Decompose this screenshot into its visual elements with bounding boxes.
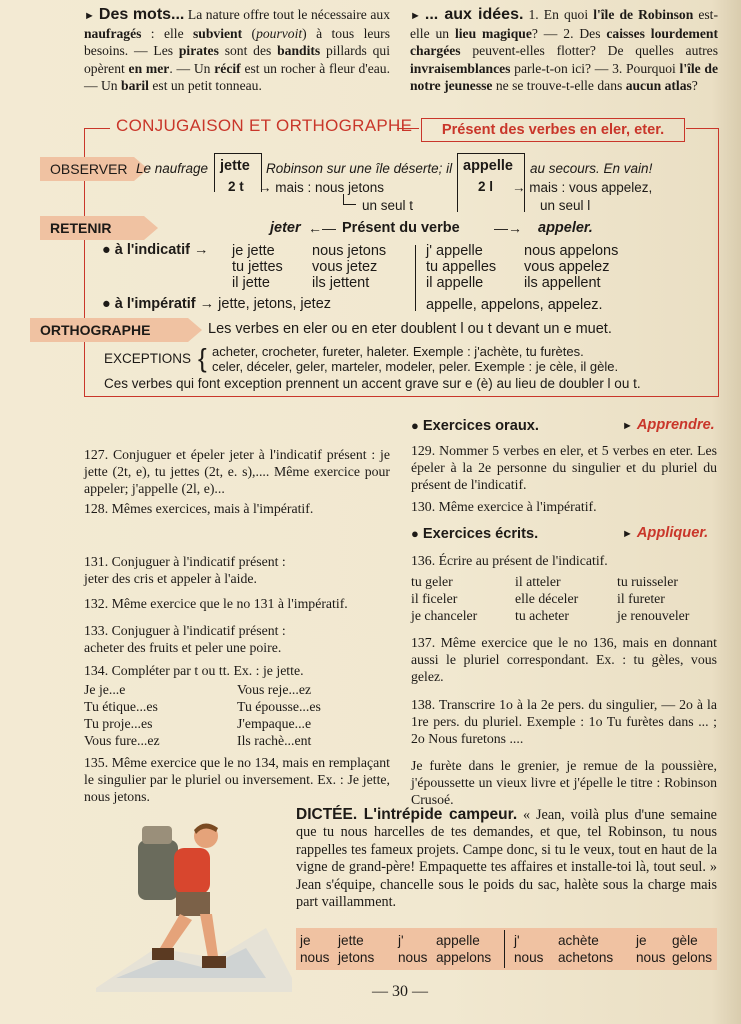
exercise-138-text: Je furète dans le grenier, je remue de la poussière, j'époussette un vieux livre et j'épelle le titre : Robinson Crusoé. — [411, 758, 717, 807]
appeler-row: j' appelle nous appelons — [426, 243, 619, 259]
apprendre-tag: ► Apprendre. — [622, 417, 715, 433]
shorts — [176, 892, 210, 916]
triangle-bullet-icon: ► — [622, 528, 633, 540]
blank-item: Tu proje...es — [84, 716, 153, 731]
retenir-tag: RETENIR — [40, 216, 144, 240]
verb-item: il ficeler — [411, 591, 458, 606]
exercise-135: 135. Même exercice que le no 134, mais en remplaçant le singulier par le pluriel ou inversement. Ex. : Je jette, nous jetons. — [84, 755, 390, 804]
verb-item: elle déceler — [515, 591, 579, 606]
jeter-row: je jette nous jetons — [232, 243, 387, 259]
exercise-133: 133. Conjuguer à l'indicatif présent : acheter des fruits et peler une poire. — [84, 623, 286, 655]
arrow-left-icon: ←— — [308, 220, 336, 236]
conjugation-title: CONJUGAISON ET ORTHOGRAPHE — [116, 116, 413, 135]
exercise-137: 137. Même exercice que le no 136, mais en donnant aussi le pluriel correspondant. Ex. : tu gèles, vous gelez. — [411, 635, 717, 684]
jeter-conjugation — [232, 243, 386, 291]
camper-illustration — [96, 808, 292, 992]
backpack — [138, 840, 178, 900]
exceptions-list: acheter, crocheter, fureter, haleter. Exemple : j'achète, tu furètes. celer, déceler, geler, marteler, modeler, peler. Exemple : je cèle, il gèle. — [212, 344, 619, 374]
verb-item: il fureter — [617, 591, 665, 606]
observe-text-3: au secours. En vain! — [530, 161, 653, 176]
triangle-bullet-icon: ► — [84, 10, 95, 22]
exceptions-note: Ces verbes qui font exception prennent un accent grave sur e (è) au lieu de doubler l ou t. — [104, 376, 641, 391]
obs-2l: 2 l — [478, 179, 494, 194]
obs-2t: 2 t — [228, 179, 244, 194]
red-shirt — [174, 848, 210, 894]
obs-jette: jette — [220, 158, 250, 174]
ret-appeler: appeler. — [538, 220, 593, 236]
appeler-conjugation — [426, 243, 618, 291]
exercise-128: 128. Mêmes exercices, mais à l'impératif. — [84, 501, 314, 516]
des-mots-lead: Des mots... — [98, 6, 185, 23]
exercise-131: 131. Conjuguer à l'indicatif présent : jeter des cris et appeler à l'aide. — [84, 554, 286, 586]
oraux-heading: ● Exercices oraux. — [411, 418, 539, 434]
verb-item: je chanceler — [411, 608, 478, 623]
obs-seul-l: un seul l — [540, 198, 591, 213]
ret-present: Présent du verbe — [342, 220, 460, 236]
appeler-row: il appelle ils appellent — [426, 275, 601, 291]
exercise-132: 132. Même exercice que le no 131 à l'impératif. — [84, 596, 348, 611]
obs-appelle: appelle — [463, 158, 513, 174]
blank-item: Je je...e — [84, 682, 126, 697]
column-divider — [415, 245, 416, 311]
appliquer-tag: ► Appliquer. — [622, 525, 709, 541]
blank-item: J'empaque...e — [237, 716, 312, 731]
verb-item: tu ruisseler — [617, 574, 678, 589]
present-title: Présent des verbes en eler, eter. — [421, 118, 685, 142]
jeter-row: tu jettes vous jetez — [232, 259, 378, 275]
mountain-snow — [96, 928, 292, 992]
verb-item: il atteler — [515, 574, 561, 589]
band-divider — [504, 930, 505, 968]
indicatif-label: ● à l'indicatif → — [102, 242, 209, 258]
exercise-136: 136. Écrire au présent de l'indicatif. — [411, 553, 608, 568]
dictee-heading: DICTÉE. L'intrépide campeur. — [296, 806, 518, 823]
page-number: — 30 — — [372, 983, 428, 1000]
brace-icon: { — [198, 343, 207, 373]
des-mots-paragraph: ► Des mots... La nature offre tout le nécessaire aux naufragés : elle subvient (pourvoit) à tous leurs besoins. — Les pirates sont des bandits pillards qui opèrent en mer. — Un récif est un rocher à fleur d'eau. — Un baril est un petit tonneau. — [84, 6, 390, 93]
triangle-bullet-icon: ► — [622, 420, 633, 432]
conjugation-band: je jette j' appelle j' achète je gèle nous jetons nous appelons nous achetons nous gelons — [296, 928, 717, 970]
exercise-130: 130. Même exercice à l'impératif. — [411, 499, 597, 514]
observe-text-1: Le naufrage — [136, 161, 209, 176]
ecrits-heading: ● Exercices écrits. — [411, 526, 539, 542]
imperatif-label: ● à l'impératif → jette, jetons, jetez — [102, 296, 332, 312]
blank-item: Vous fure...ez — [84, 733, 160, 748]
aux-idees-paragraph: ► ... aux idées. 1. En quoi l'île de Robinson est-elle un lieu magique? — 2. Des caisses lourdement chargées peuvent-elles flotter? De quelles autres invraisemblances parle-t-on ici? — 3. Pourquoi l'île de notre jeunesse ne se trouve-t-elle dans aucun atlas? — [410, 6, 718, 93]
jeter-row: il jette ils jettent — [232, 275, 370, 291]
observe-text-2: Robinson sur une île déserte; il — [266, 161, 453, 176]
verb-item: tu acheter — [515, 608, 570, 623]
triangle-bullet-icon: ► — [410, 10, 421, 22]
imp-appeler: appelle, appelons, appelez. — [426, 297, 603, 313]
blank-item: Ils rachè...ent — [237, 733, 312, 748]
ret-jeter: jeter — [270, 220, 301, 236]
orthographe-tag: ORTHOGRAPHE — [30, 318, 188, 342]
verb-item: je renouveler — [617, 608, 690, 623]
obs-mais-jetons: → mais : nous jetons — [258, 180, 385, 195]
appeler-row: tu appelles vous appelez — [426, 259, 610, 275]
exercise-138: 138. Transcrire 1o à la 2e pers. du singulier, — 2o à la 1re pers. du pluriel. Exemple : 1o Tu furètes dans ... ; 2o Nous furetons .... — [411, 697, 717, 746]
blank-item: Tu épousse...es — [237, 699, 321, 714]
ortho-rule: Les verbes en eler ou en eter doublent l ou t devant un e muet. — [208, 321, 612, 337]
obs-mais-appelez: → mais : vous appelez, — [512, 180, 653, 195]
blank-item: Tu étique...es — [84, 699, 158, 714]
right-leg — [200, 914, 218, 958]
blank-item: Vous reje...ez — [237, 682, 312, 697]
exercise-127: 127. Conjuguer et épeler jeter à l'indicatif présent : je jette (2t, e), tu jettes (2t, e. s),.... Même exercice pour appeler; j'appelle (2l, e)... — [84, 447, 390, 496]
arrow-right-icon: —→ — [494, 220, 522, 236]
right-boot — [202, 956, 226, 968]
exercise-129: 129. Nommer 5 verbes en eler, et 5 verbes en eter. Les épeler à la 2e personne du singulier et du pluriel du présent de l'indicatif. — [411, 443, 717, 492]
observer-tag: OBSERVER — [40, 157, 134, 181]
bedroll — [142, 826, 172, 844]
obs-seul-t: un seul t — [362, 198, 414, 213]
verb-item: tu geler — [411, 574, 453, 589]
exercise-134: 134. Compléter par t ou tt. Ex. : je jette. — [84, 663, 304, 678]
dictee-paragraph: DICTÉE. L'intrépide campeur. « Jean, voilà plus d'une semaine que tu nous harcelles de tes demandes, et que, tel Robinson, tu nous rappelles tes fameux projets. Campe donc, si tu le veux, tout en haut de la vigne de grand-père! Empaquette tes affaires et installe-toi là, tout seul. » Jean s'équipe, chancelle sous le poids du sac, halète sous la charge mais part vaillamment. — [296, 806, 717, 911]
arrow-hook-icon — [343, 194, 356, 205]
exceptions-label: EXCEPTIONS — [104, 351, 192, 366]
left-boot — [152, 948, 174, 960]
aux-idees-lead: ... aux idées. — [424, 6, 524, 23]
